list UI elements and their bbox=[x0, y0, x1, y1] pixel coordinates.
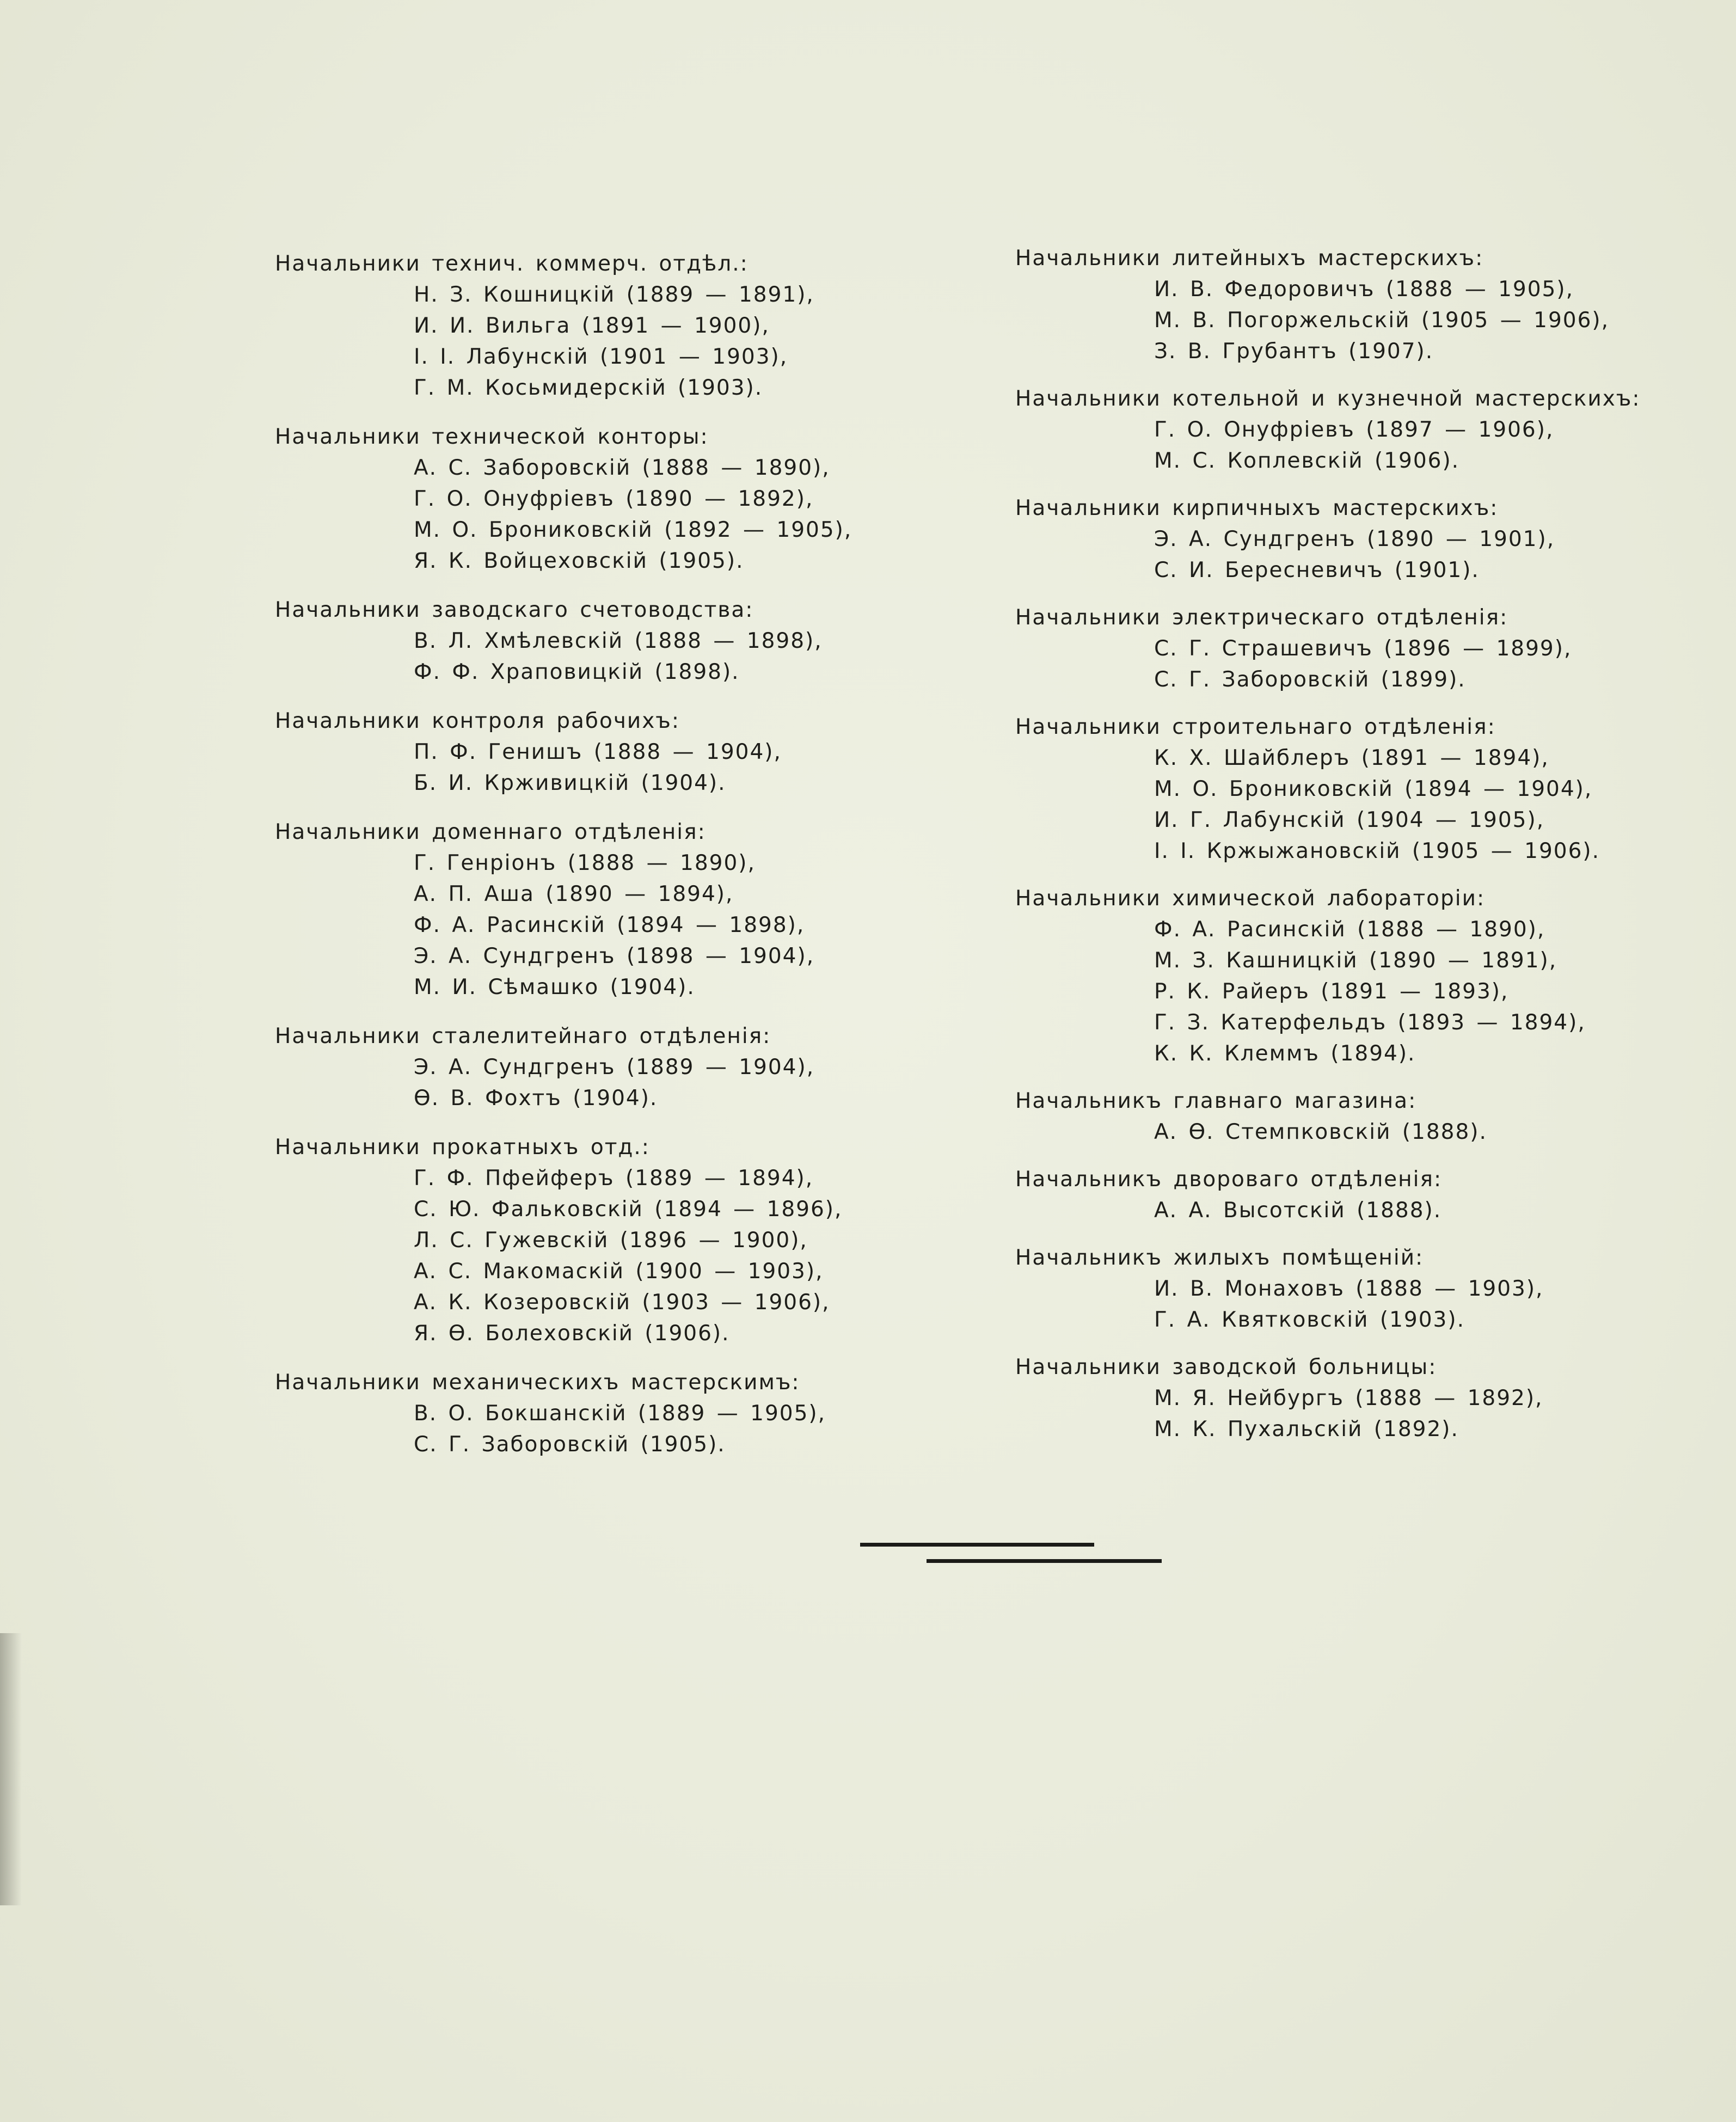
person-entry: Л. С. Гужевскій (1896 — 1900), bbox=[414, 1228, 808, 1253]
section-title: Начальники строительнаго отдѣленія: bbox=[1015, 715, 1496, 739]
person-entry: Н. З. Кошницкій (1889 — 1891), bbox=[414, 283, 814, 307]
personnel-section bbox=[1015, 602, 1701, 695]
person-entry: А. П. Аша (1890 — 1894), bbox=[414, 882, 734, 906]
personnel-section bbox=[1015, 712, 1701, 867]
entry-list bbox=[1015, 1117, 1701, 1148]
section-title: Начальники технич. коммерч. отдѣл.: bbox=[275, 252, 749, 276]
entry-list bbox=[1015, 633, 1701, 695]
entry-list bbox=[1015, 524, 1701, 586]
entry-list bbox=[275, 1052, 944, 1114]
person-entry: Ф. А. Расинскій (1894 — 1898), bbox=[414, 913, 805, 937]
person-entry: З. В. Грубантъ (1907). bbox=[1154, 339, 1434, 364]
person-entry: Ѳ. В. Фохтъ (1904). bbox=[414, 1086, 658, 1111]
entry-list bbox=[275, 625, 944, 688]
entry-list bbox=[1015, 914, 1701, 1069]
person-entry: В. Л. Хмѣлевскій (1888 — 1898), bbox=[414, 629, 823, 653]
person-entry: М. В. Погоржельскій (1905 — 1906), bbox=[1154, 308, 1610, 333]
person-entry: Э. А. Сундгренъ (1898 — 1904), bbox=[414, 944, 815, 968]
section-title: Начальники технической конторы: bbox=[275, 425, 709, 449]
entry-list bbox=[1015, 1195, 1701, 1226]
decorative-rule-lower bbox=[927, 1559, 1162, 1563]
person-entry: Г. А. Квятковскій (1903). bbox=[1154, 1308, 1465, 1332]
person-entry: Б. И. Крживицкій (1904). bbox=[414, 771, 726, 795]
entry-list bbox=[275, 1398, 944, 1460]
person-entry: М. И. Сѣмашко (1904). bbox=[414, 975, 695, 999]
personnel-section bbox=[1015, 383, 1701, 476]
person-entry: Р. К. Райеръ (1891 — 1893), bbox=[1154, 979, 1509, 1004]
page-edge-shadow bbox=[0, 1633, 22, 1905]
person-entry: А. Ѳ. Стемпковскій (1888). bbox=[1154, 1120, 1487, 1144]
person-entry: И. И. Вильга (1891 — 1900), bbox=[414, 314, 770, 338]
person-entry: М. С. Коплевскій (1906). bbox=[1154, 449, 1460, 473]
personnel-section bbox=[275, 1021, 944, 1114]
person-entry: И. Г. Лабунскій (1904 — 1905), bbox=[1154, 808, 1545, 832]
personnel-section bbox=[275, 594, 944, 688]
person-entry: В. О. Бокшанскій (1889 — 1905), bbox=[414, 1401, 826, 1426]
person-entry: Г. З. Катерфельдъ (1893 — 1894), bbox=[1154, 1010, 1586, 1035]
person-entry: М. Я. Нейбургъ (1888 — 1892), bbox=[1154, 1386, 1543, 1410]
person-entry: Ф. А. Расинскій (1888 — 1890), bbox=[1154, 917, 1545, 942]
personnel-section bbox=[1015, 1164, 1701, 1226]
personnel-section bbox=[1015, 1352, 1701, 1445]
entry-list bbox=[275, 279, 944, 403]
person-entry: К. Х. Шайблеръ (1891 — 1894), bbox=[1154, 746, 1549, 770]
person-entry: С. Г. Заборовскій (1899). bbox=[1154, 667, 1466, 692]
personnel-section bbox=[1015, 883, 1701, 1069]
section-title: Начальники механическихъ мастерскимъ: bbox=[275, 1370, 800, 1395]
section-title: Начальники электрическаго отдѣленія: bbox=[1015, 605, 1508, 630]
personnel-section bbox=[275, 421, 944, 577]
entry-list bbox=[275, 737, 944, 799]
entry-list bbox=[1015, 743, 1701, 867]
person-entry: И. В. Федоровичъ (1888 — 1905), bbox=[1154, 277, 1574, 302]
person-entry: И. В. Монаховъ (1888 — 1903), bbox=[1154, 1277, 1544, 1301]
person-entry: Г. Генріонъ (1888 — 1890), bbox=[414, 851, 756, 875]
person-entry: С. Ю. Фальковскій (1894 — 1896), bbox=[414, 1197, 843, 1222]
person-entry: К. К. Клеммъ (1894). bbox=[1154, 1041, 1416, 1066]
person-entry: А. К. Козеровскій (1903 — 1906), bbox=[414, 1290, 830, 1315]
entry-list bbox=[1015, 414, 1701, 476]
person-entry: М. К. Пухальскій (1892). bbox=[1154, 1417, 1459, 1442]
entry-list bbox=[275, 1163, 944, 1349]
section-title: Начальники прокатныхъ отд.: bbox=[275, 1135, 650, 1160]
person-entry: Э. А. Сундгренъ (1889 — 1904), bbox=[414, 1055, 815, 1080]
person-entry: Э. А. Сундгренъ (1890 — 1901), bbox=[1154, 527, 1555, 551]
person-entry: А. А. Высотскій (1888). bbox=[1154, 1198, 1442, 1223]
person-entry: Я. К. Войцеховскій (1905). bbox=[414, 549, 744, 573]
personnel-section bbox=[275, 706, 944, 799]
entry-list bbox=[275, 848, 944, 1003]
section-title: Начальники литейныхъ мастерскихъ: bbox=[1015, 246, 1484, 271]
personnel-section bbox=[275, 248, 944, 403]
right-column bbox=[1015, 243, 1701, 1461]
person-entry: А. С. Макомаскій (1900 — 1903), bbox=[414, 1259, 824, 1284]
entry-list bbox=[275, 452, 944, 577]
section-title: Начальникъ жилыхъ помѣщеній: bbox=[1015, 1246, 1424, 1270]
person-entry: М. З. Кашницкій (1890 — 1891), bbox=[1154, 948, 1557, 973]
person-entry: С. Г. Заборовскій (1905). bbox=[414, 1432, 726, 1457]
person-entry: Ф. Ф. Храповицкій (1898). bbox=[414, 660, 740, 684]
section-title: Начальники котельной и кузнечной мастерскихъ: bbox=[1015, 387, 1641, 411]
personnel-section bbox=[1015, 493, 1701, 586]
section-title: Начальникъ двороваго отдѣленія: bbox=[1015, 1167, 1443, 1192]
person-entry: М. О. Брониковскій (1894 — 1904), bbox=[1154, 777, 1593, 801]
entry-list bbox=[1015, 1273, 1701, 1335]
left-column bbox=[275, 248, 944, 1478]
person-entry: М. О. Брониковскій (1892 — 1905), bbox=[414, 518, 852, 542]
section-title: Начальники заводскаго счетоводства: bbox=[275, 598, 754, 622]
person-entry: I. I. Кржыжановскій (1905 — 1906). bbox=[1154, 839, 1600, 863]
person-entry: Г. Ф. Пфейферъ (1889 — 1894), bbox=[414, 1166, 814, 1191]
personnel-section bbox=[1015, 243, 1701, 367]
section-title: Начальники кирпичныхъ мастерскихъ: bbox=[1015, 496, 1499, 520]
person-entry: Г. О. Онуфріевъ (1897 — 1906), bbox=[1154, 418, 1554, 442]
person-entry: Г. О. Онуфріевъ (1890 — 1892), bbox=[414, 487, 814, 511]
personnel-section bbox=[1015, 1242, 1701, 1335]
person-entry: С. И. Бересневичъ (1901). bbox=[1154, 558, 1480, 582]
entry-list bbox=[1015, 1383, 1701, 1445]
person-entry: Я. Ѳ. Болеховскій (1906). bbox=[414, 1321, 730, 1346]
personnel-section bbox=[1015, 1085, 1701, 1148]
section-title: Начальники доменнаго отдѣленія: bbox=[275, 820, 706, 844]
section-title: Начальникъ главнаго магазина: bbox=[1015, 1089, 1417, 1113]
person-entry: I. I. Лабунскій (1901 — 1903), bbox=[414, 345, 788, 369]
entry-list bbox=[1015, 274, 1701, 367]
section-title: Начальники контроля рабочихъ: bbox=[275, 709, 680, 733]
section-title: Начальники заводской больницы: bbox=[1015, 1355, 1437, 1379]
person-entry: С. Г. Страшевичъ (1896 — 1899), bbox=[1154, 636, 1572, 661]
decorative-rule-upper bbox=[860, 1543, 1094, 1547]
person-entry: Г. М. Косьмидерскій (1903). bbox=[414, 376, 763, 400]
person-entry: А. С. Заборовскій (1888 — 1890), bbox=[414, 456, 830, 480]
personnel-section bbox=[275, 817, 944, 1003]
person-entry: П. Ф. Генишъ (1888 — 1904), bbox=[414, 740, 782, 764]
section-title: Начальники химической лабораторіи: bbox=[1015, 886, 1486, 911]
personnel-section bbox=[275, 1132, 944, 1349]
personnel-section bbox=[275, 1367, 944, 1460]
section-title: Начальники сталелитейнаго отдѣленія: bbox=[275, 1024, 771, 1048]
